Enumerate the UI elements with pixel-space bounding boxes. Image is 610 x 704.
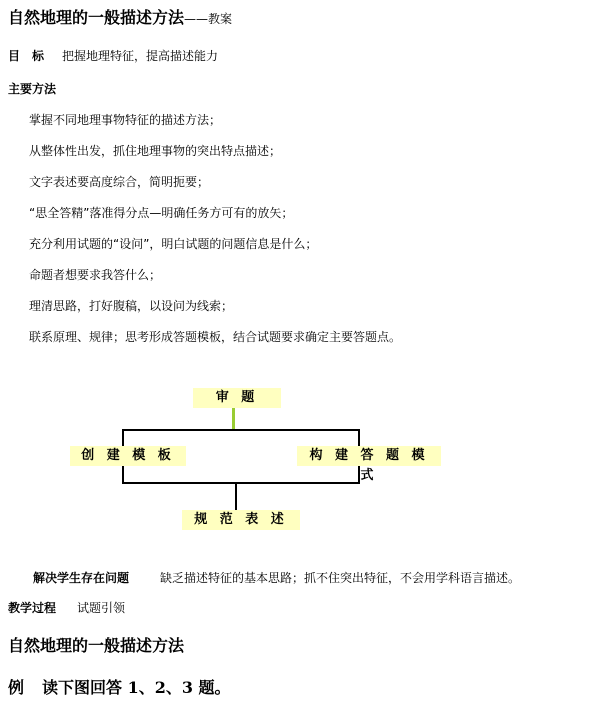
- objective-label: 目 标: [8, 49, 45, 63]
- diagram-frame-bottom: [122, 482, 360, 484]
- diagram-frame-top: [122, 429, 360, 431]
- method-item: 理清思路，打好腹稿，以设问为线索；: [29, 299, 234, 313]
- method-item: 充分利用试题的“设问”，明白试题的问题信息是什么；: [29, 237, 318, 251]
- example-label: 例: [8, 678, 25, 697]
- method-item: 从整体性出发，抓住地理事物的突出特点描述；: [29, 144, 282, 158]
- page-title-text: 自然地理的一般描述方法: [8, 8, 185, 27]
- method-item: 文字表述要高度综合，简明扼要；: [29, 175, 210, 189]
- diagram-box-bottom: 规 范 表 述: [182, 510, 300, 530]
- problem-label: 解决学生存在问题: [33, 571, 130, 585]
- method-item: 联系原理、规律；思考形成答题模板，结合试题要求确定主要答题点。: [29, 330, 402, 344]
- method-item: “思全答精”落准得分点—明确任务方可有的放矢；: [29, 206, 294, 220]
- diagram-connector-bottom: [235, 484, 237, 511]
- example-line: [8, 675, 231, 698]
- diagram-connector-top: [232, 408, 235, 430]
- process-label: 教学过程: [8, 601, 57, 615]
- diagram-box-top: 审 题: [193, 388, 281, 408]
- methods-title: 主要方法: [8, 82, 57, 96]
- page-title-suffix: ——教案: [184, 12, 233, 26]
- objective-text: 把握地理特征，提高描述能力: [62, 49, 219, 63]
- problem-text: 缺乏描述特征的基本思路；抓不住突出特征，不会用学科语言描述。: [160, 571, 521, 585]
- section-title: 自然地理的一般描述方法: [8, 636, 185, 655]
- method-item: 命题者想要求我答什么；: [29, 268, 162, 282]
- page-title: [8, 5, 232, 28]
- example-text: 读下图回答 1、2、3 题。: [42, 678, 231, 697]
- diagram-box-left: 创 建 模 板: [70, 446, 186, 466]
- diagram-box-right: 构 建 答 题 模 式: [297, 446, 441, 466]
- method-item: 掌握不同地理事物特征的描述方法；: [29, 113, 222, 127]
- process-text: 试题引领: [77, 601, 126, 615]
